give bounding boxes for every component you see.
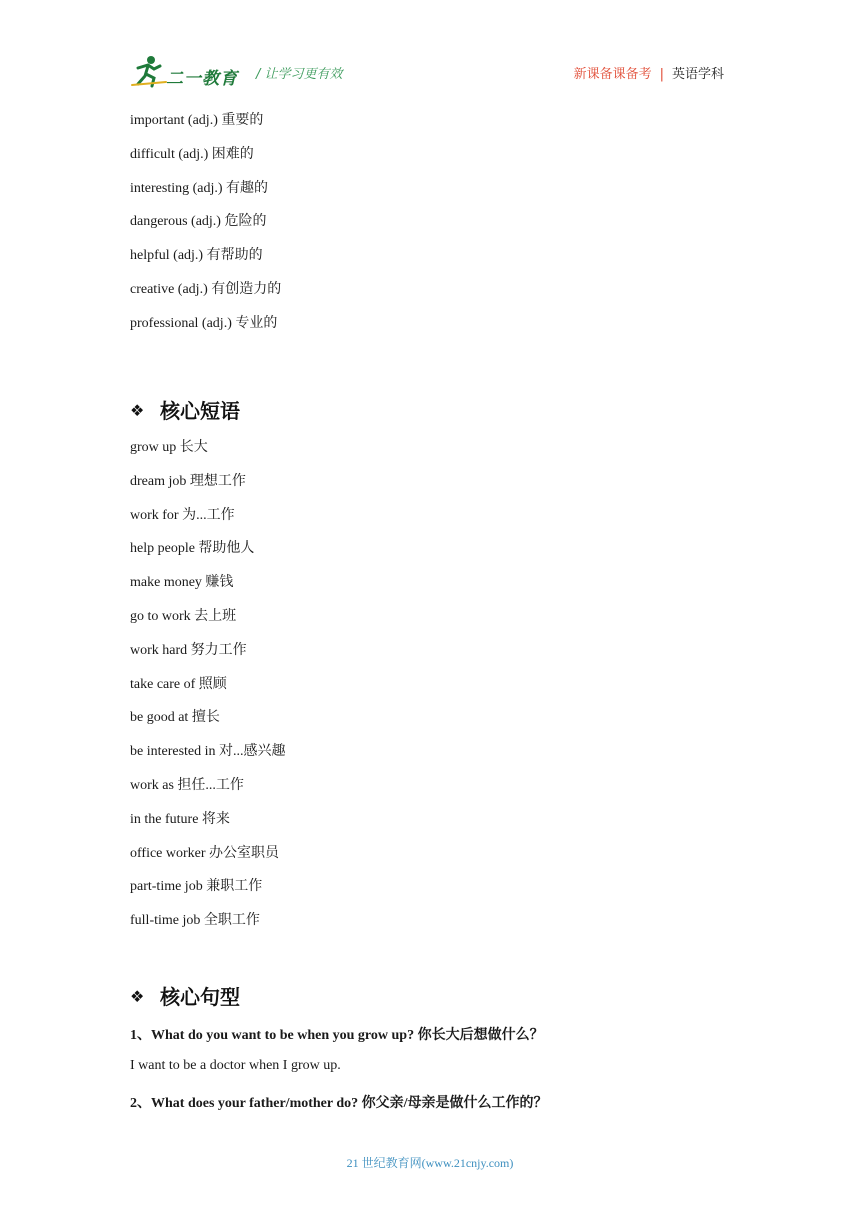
phrase-item: grow up 长大: [130, 440, 208, 455]
vocab-item: difficult (adj.) 困难的: [130, 146, 254, 162]
runner-logo-icon: [130, 54, 170, 88]
section-title-patterns: [130, 981, 240, 1010]
vocab-item: creative (adj.) 有创造力的: [130, 281, 282, 297]
phrase-item: go to work 去上班: [130, 608, 237, 624]
phrase-item: be interested in 对...感兴趣: [130, 744, 286, 760]
phrase-item: part-time job 兼职工作: [130, 879, 263, 895]
page-header: [130, 52, 730, 92]
pattern-answer-1: I want to be a doctor when I grow up.: [130, 1058, 341, 1073]
logo: [130, 54, 242, 88]
vocab-item: dangerous (adj.) 危险的: [130, 214, 267, 230]
pattern-question-1: 1、What do you want to be when you grow up? 你长大后想做什么？: [130, 1028, 544, 1043]
vocab-item: interesting (adj.) 有趣的: [130, 180, 269, 196]
header-separator: |: [659, 67, 664, 82]
vocab-item: professional (adj.) 专业的: [130, 315, 278, 331]
header-subject: [574, 63, 724, 82]
header-course-label: 新课备课备考: [573, 67, 652, 82]
phrase-item: dream job 理想工作: [130, 473, 246, 489]
header-subject-label: 英语学科: [671, 67, 724, 82]
phrase-item: in the future 将来: [130, 811, 230, 827]
logo-text: 二一教育: [166, 69, 238, 89]
section-title-text: 核心短语: [160, 399, 240, 423]
section-title-phrases: [130, 395, 240, 424]
phrase-item: make money 赚钱: [130, 575, 234, 591]
vocab-item: important (adj.) 重要的: [130, 113, 264, 128]
phrase-item: work for 为...工作: [130, 507, 235, 523]
phrase-item: work as 担任...工作: [130, 777, 244, 793]
header-slogan: / 让学习更有效: [256, 67, 343, 82]
phrase-item: full-time job 全职工作: [130, 913, 260, 929]
diamond-bullet-icon: ❖: [130, 987, 145, 1006]
phrase-item: office worker 办公室职员: [130, 845, 280, 861]
diamond-bullet-icon: ❖: [130, 401, 145, 420]
vocab-item: helpful (adj.) 有帮助的: [130, 248, 263, 264]
page-footer: 21 世纪教育网(www.21cnjy.com): [346, 1156, 514, 1170]
vocab-list: [130, 111, 730, 348]
phrase-item: take care of 照顾: [130, 676, 227, 692]
phrase-item: work hard 努力工作: [130, 642, 247, 658]
phrase-item: be good at 擅长: [130, 710, 220, 726]
section-title-text: 核心句型: [160, 985, 240, 1009]
pattern-question-2: 2、What does your father/mother do? 你父亲/母亲是做什么工作的？: [130, 1096, 548, 1111]
phrase-item: help people 帮助他人: [130, 541, 255, 557]
phrase-list: [130, 438, 730, 945]
